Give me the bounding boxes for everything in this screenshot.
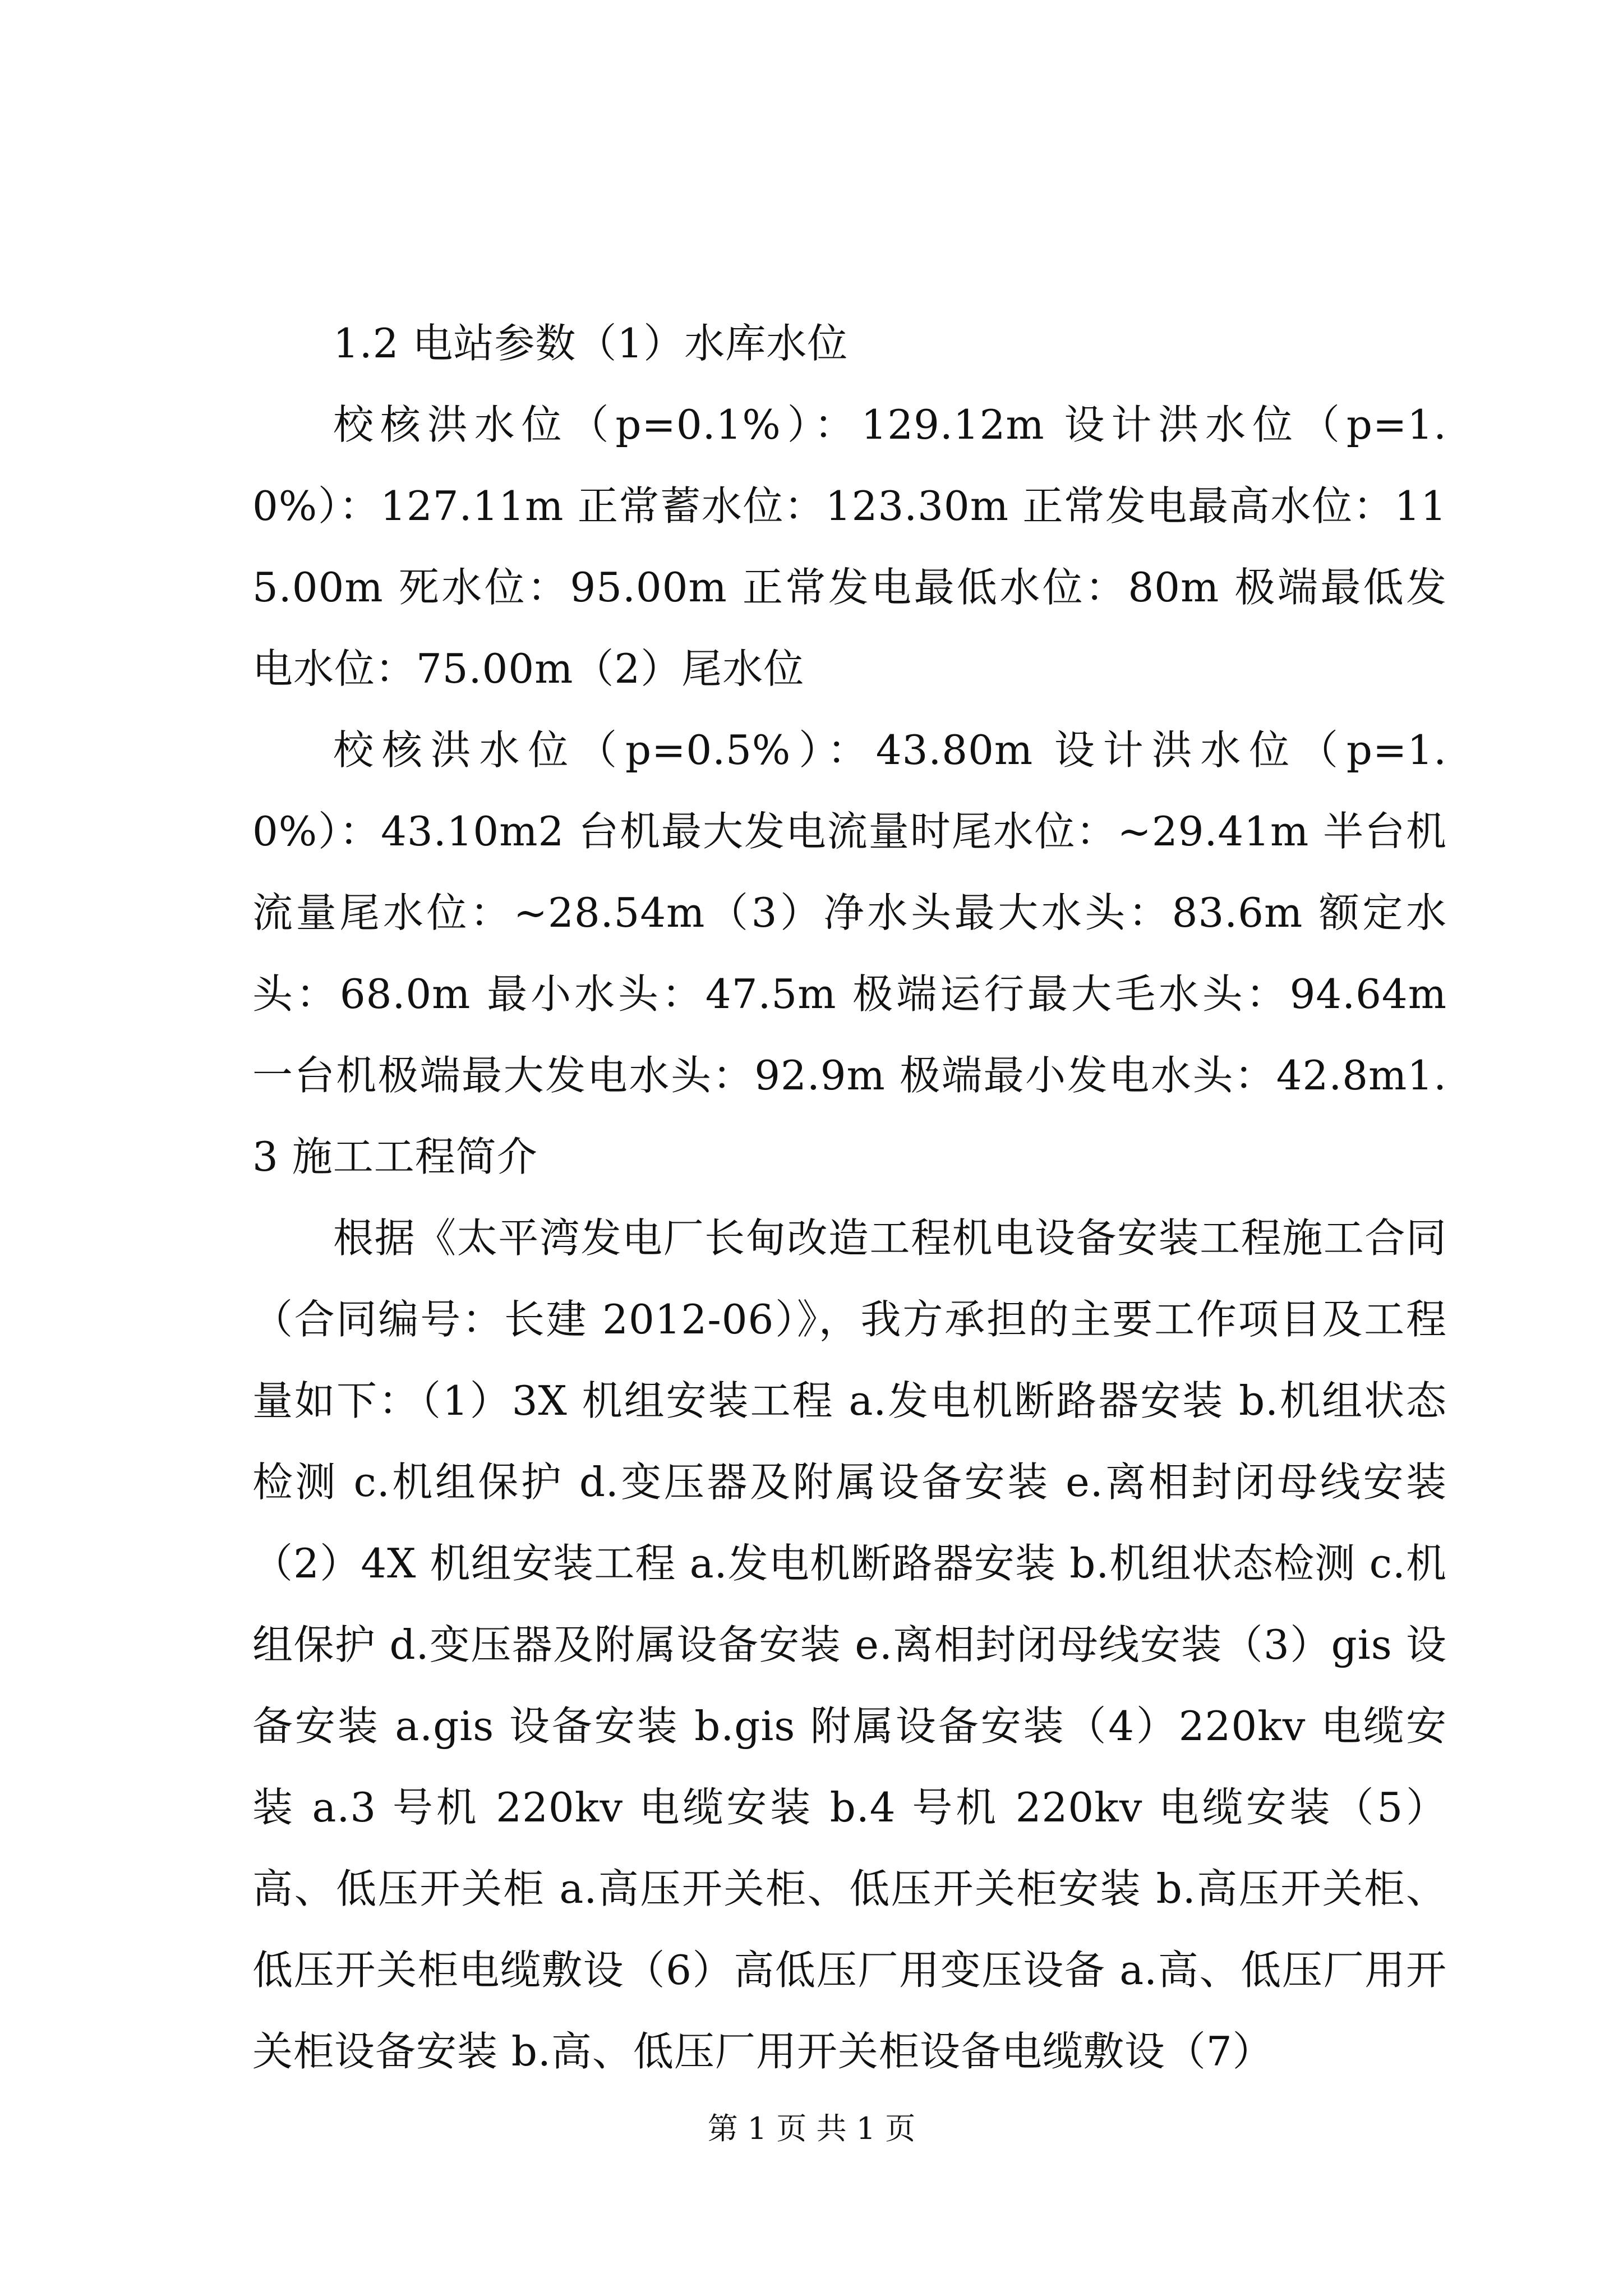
paragraph-reservoir-levels: 校核洪水位（p=0.1%）：129.12m 设计洪水位（p=1.0%）：127.11m 正常蓄水位：123.30m 正常发电最高水位：115.00m 死水位：95.00m 正常发电最低水位：80m 极端最低发电水位：75.00m（2）尾水位 bbox=[252, 401, 1447, 692]
document-body bbox=[252, 303, 1447, 2092]
paragraph-construction-scope: 根据《太平湾发电厂长甸改造工程机电设备安装工程施工合同（合同编号：长建 2012-06）》，我方承担的主要工作项目及工程量如下：（1）3X 机组安装工程 a.发电机断路器安装 b.机组状态检测 c.机组保护 d.变压器及附属设备安装 e.离相封闭母线安装（2）4X 机组安装工程 a.发电机断路器安装 b.机组状态检测 c.机组保护 d.变压器及附属设备安装 e.离相封闭母线安装（3）gis 设备安装 a.gis 设备安装 b.gis 附属设备安装（4）220kv 电缆安装 a.3 号机 220kv 电缆安装 b.4 号机 220kv 电缆安装（5）高、低压开关柜 a.高压开关柜、低压开关柜安装 b.高压开关柜、低压开关柜电缆敷设（6）高低压厂用变压设备 a.高、低压厂用开关柜设备安装 b.高、低压厂用开关柜设备电缆敷设（7） bbox=[252, 1214, 1447, 2075]
paragraph-tailwater-levels: 校核洪水位（p=0.5%）：43.80m 设计洪水位（p=1.0%）：43.10m2 台机最大发电流量时尾水位：~29.41m 半台机流量尾水位：~28.54m（3）净水头最大水头：83.6m 额定水头：68.0m 最小水头：47.5m 极端运行最大毛水头：94.64m 一台机极端最大发电水头：92.9m 极端最小发电水头：42.8m1.3 施工工程简介 bbox=[252, 726, 1447, 1180]
paragraph-station-parameters-heading: 1.2 电站参数（1）水库水位 bbox=[333, 320, 849, 367]
page-footer: 第 1 页 共 1 页 bbox=[707, 2111, 916, 2146]
